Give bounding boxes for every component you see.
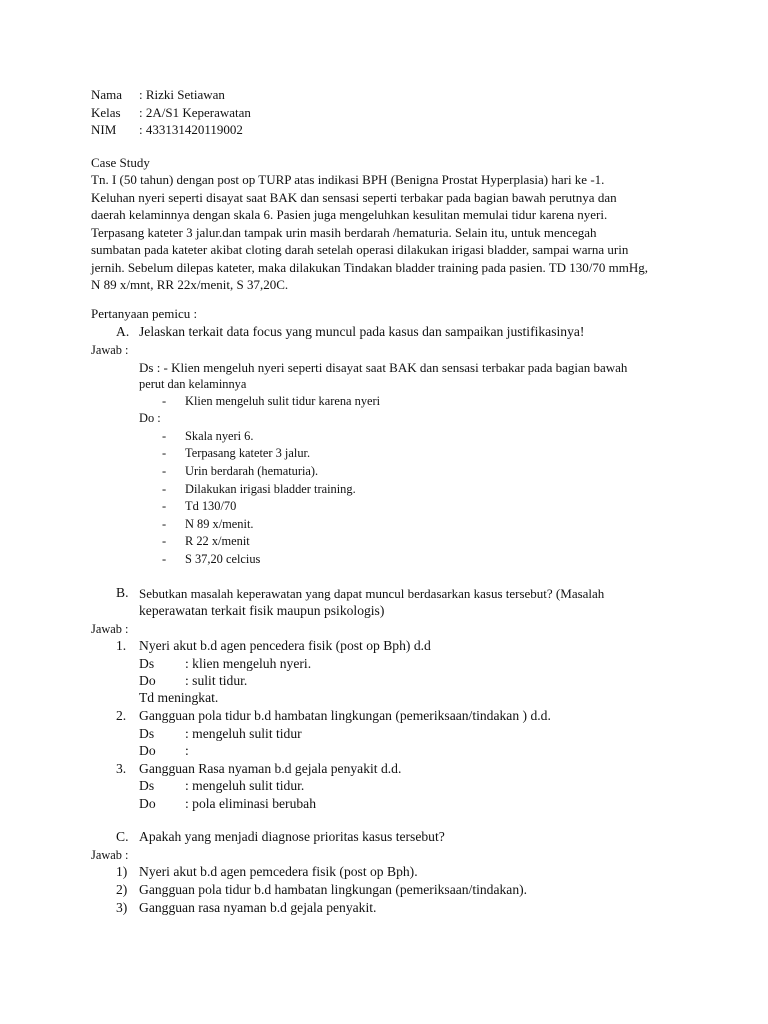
- answer-b-ds-label: Ds: [139, 726, 155, 741]
- answer-b-do-label: Do: [139, 743, 156, 758]
- answer-c-number: 3): [116, 900, 128, 915]
- answer-b-title: Nyeri akut b.d agen pencedera fisik (post op Bph) d.d: [139, 638, 431, 653]
- answer-b-do-value: : pola eliminasi berubah: [185, 796, 316, 811]
- answer-b-number: 3.: [116, 761, 127, 776]
- do-item-dash: -: [162, 552, 167, 566]
- do-item: Urin berdarah (hematuria).: [185, 464, 319, 478]
- jawab-b-label: Jawab :: [91, 622, 129, 636]
- do-item: Dilakukan irigasi bladder training.: [185, 482, 356, 496]
- question-c-text: Apakah yang menjadi diagnose prioritas kasus tersebut?: [139, 829, 445, 844]
- answer-b-ds-value: : mengeluh sulit tidur.: [185, 778, 305, 793]
- pertanyaan-label: Pertanyaan pemicu :: [91, 306, 198, 321]
- kelas-label: Kelas: [91, 105, 121, 120]
- kelas-value: : 2A/S1 Keperawatan: [139, 105, 251, 120]
- answer-c-item: Gangguan rasa nyaman b.d gejala penyakit.: [139, 900, 377, 915]
- nama-row: [91, 87, 225, 103]
- answer-c-number: 1): [116, 864, 128, 879]
- do-item-dash: -: [162, 499, 167, 513]
- question-b-letter: B.: [116, 585, 129, 600]
- answer-b-title: Gangguan Rasa nyaman b.d gejala penyakit d.d.: [139, 761, 402, 776]
- kelas-row: [91, 105, 251, 121]
- do-item-dash: -: [162, 534, 167, 548]
- question-a-text: Jelaskan terkait data focus yang muncul pada kasus dan sampaikan justifikasinya!: [139, 324, 585, 339]
- do-item-dash: -: [162, 429, 167, 443]
- case-study-paragraph: [91, 171, 675, 294]
- answer-b-extra: Td meningkat.: [139, 690, 219, 705]
- nim-value: : 433131420119002: [139, 122, 243, 137]
- jawab-a-label: Jawab :: [91, 343, 129, 357]
- do-item: S 37,20 celcius: [185, 552, 261, 566]
- case-line: daerah kelaminnya dengan skala 6. Pasien juga mengeluhkan kesulitan memulai tidur karena nyeri.: [91, 207, 608, 222]
- answer-c-item: Nyeri akut b.d agen pemcedera fisik (post op Bph).: [139, 864, 418, 879]
- case-line: N 89 x/mnt, RR 22x/menit, S 37,20C.: [91, 277, 289, 292]
- question-c-letter: C.: [116, 829, 129, 844]
- do-item-dash: -: [162, 482, 167, 496]
- answer-c-item: Gangguan pola tidur b.d hambatan lingkungan (pemeriksaan/tindakan).: [139, 882, 528, 897]
- answer-b-do-label: Do: [139, 796, 156, 811]
- case-line: sumbatan pada kateter akibat cloting darah setelah operasi dilakukan irigasi bladder, sampai warna urin: [91, 242, 629, 257]
- nama-label: Nama: [91, 87, 123, 102]
- do-item: Terpasang kateter 3 jalur.: [185, 446, 311, 460]
- case-line: Terpasang kateter 3 jalur.dan tampak urin masih berdarah /hematuria. Selain itu, untuk mencegah: [91, 224, 597, 240]
- jawab-c-label: Jawab :: [91, 848, 129, 862]
- answer-b-number: 1.: [116, 638, 127, 653]
- answer-b-ds-value: : mengeluh sulit tidur: [185, 726, 302, 741]
- answer-c-number: 2): [116, 882, 128, 897]
- question-b-text-line2: keperawatan terkait fisik maupun psikologis): [139, 603, 385, 618]
- do-a-label: Do :: [139, 411, 161, 425]
- answer-b-ds-value: : klien mengeluh nyeri.: [185, 656, 312, 671]
- case-line: jernih. Sebelum dilepas kateter, maka dilakukan Tindakan bladder training pada pasien. TD 130/70 mmHg,: [91, 259, 649, 275]
- question-a-letter: A.: [116, 324, 130, 339]
- nim-label: NIM: [91, 122, 117, 137]
- case-line: Tn. I (50 tahun) dengan post op TURP atas indikasi BPH (Benigna Prostat Hyperplasia) hari ke -1.: [91, 172, 605, 187]
- answer-b-do-label: Do: [139, 673, 156, 688]
- answer-b-do-value: : sulit tidur.: [185, 673, 248, 688]
- answer-b-ds-label: Ds: [139, 656, 155, 671]
- nama-value: : Rizki Setiawan: [139, 87, 225, 102]
- case-line: Keluhan nyeri seperti disayat saat BAK dan sensasi seperti terbakar pada bagian bawah perutnya dan: [91, 189, 617, 205]
- answer-b-title: Gangguan pola tidur b.d hambatan lingkungan (pemeriksaan/tindakan ) d.d.: [139, 708, 551, 723]
- do-item: Skala nyeri 6.: [185, 429, 254, 443]
- ds-a-item: Klien mengeluh sulit tidur karena nyeri: [185, 394, 381, 408]
- case-study-title: Case Study: [91, 155, 150, 170]
- answer-b-ds-label: Ds: [139, 778, 155, 793]
- question-b-text-line1: Sebutkan masalah keperawatan yang dapat muncul berdasarkan kasus tersebut? (Masalah: [139, 586, 605, 601]
- do-item-dash: -: [162, 446, 167, 460]
- ds-a-item-dash: -: [162, 394, 167, 408]
- do-item-dash: -: [162, 517, 167, 531]
- nim-row: [91, 122, 243, 138]
- do-item: R 22 x/menit: [185, 534, 250, 548]
- ds-a-line2: perut dan kelaminnya: [139, 377, 247, 391]
- answer-b-do-value: :: [185, 743, 189, 758]
- ds-a-line1: Ds : - Klien mengeluh nyeri seperti disayat saat BAK dan sensasi terbakar pada bagian bawah: [139, 360, 628, 375]
- do-item-dash: -: [162, 464, 167, 478]
- answer-b-number: 2.: [116, 708, 127, 723]
- do-item: N 89 x/menit.: [185, 517, 254, 531]
- do-item: Td 130/70: [185, 499, 237, 513]
